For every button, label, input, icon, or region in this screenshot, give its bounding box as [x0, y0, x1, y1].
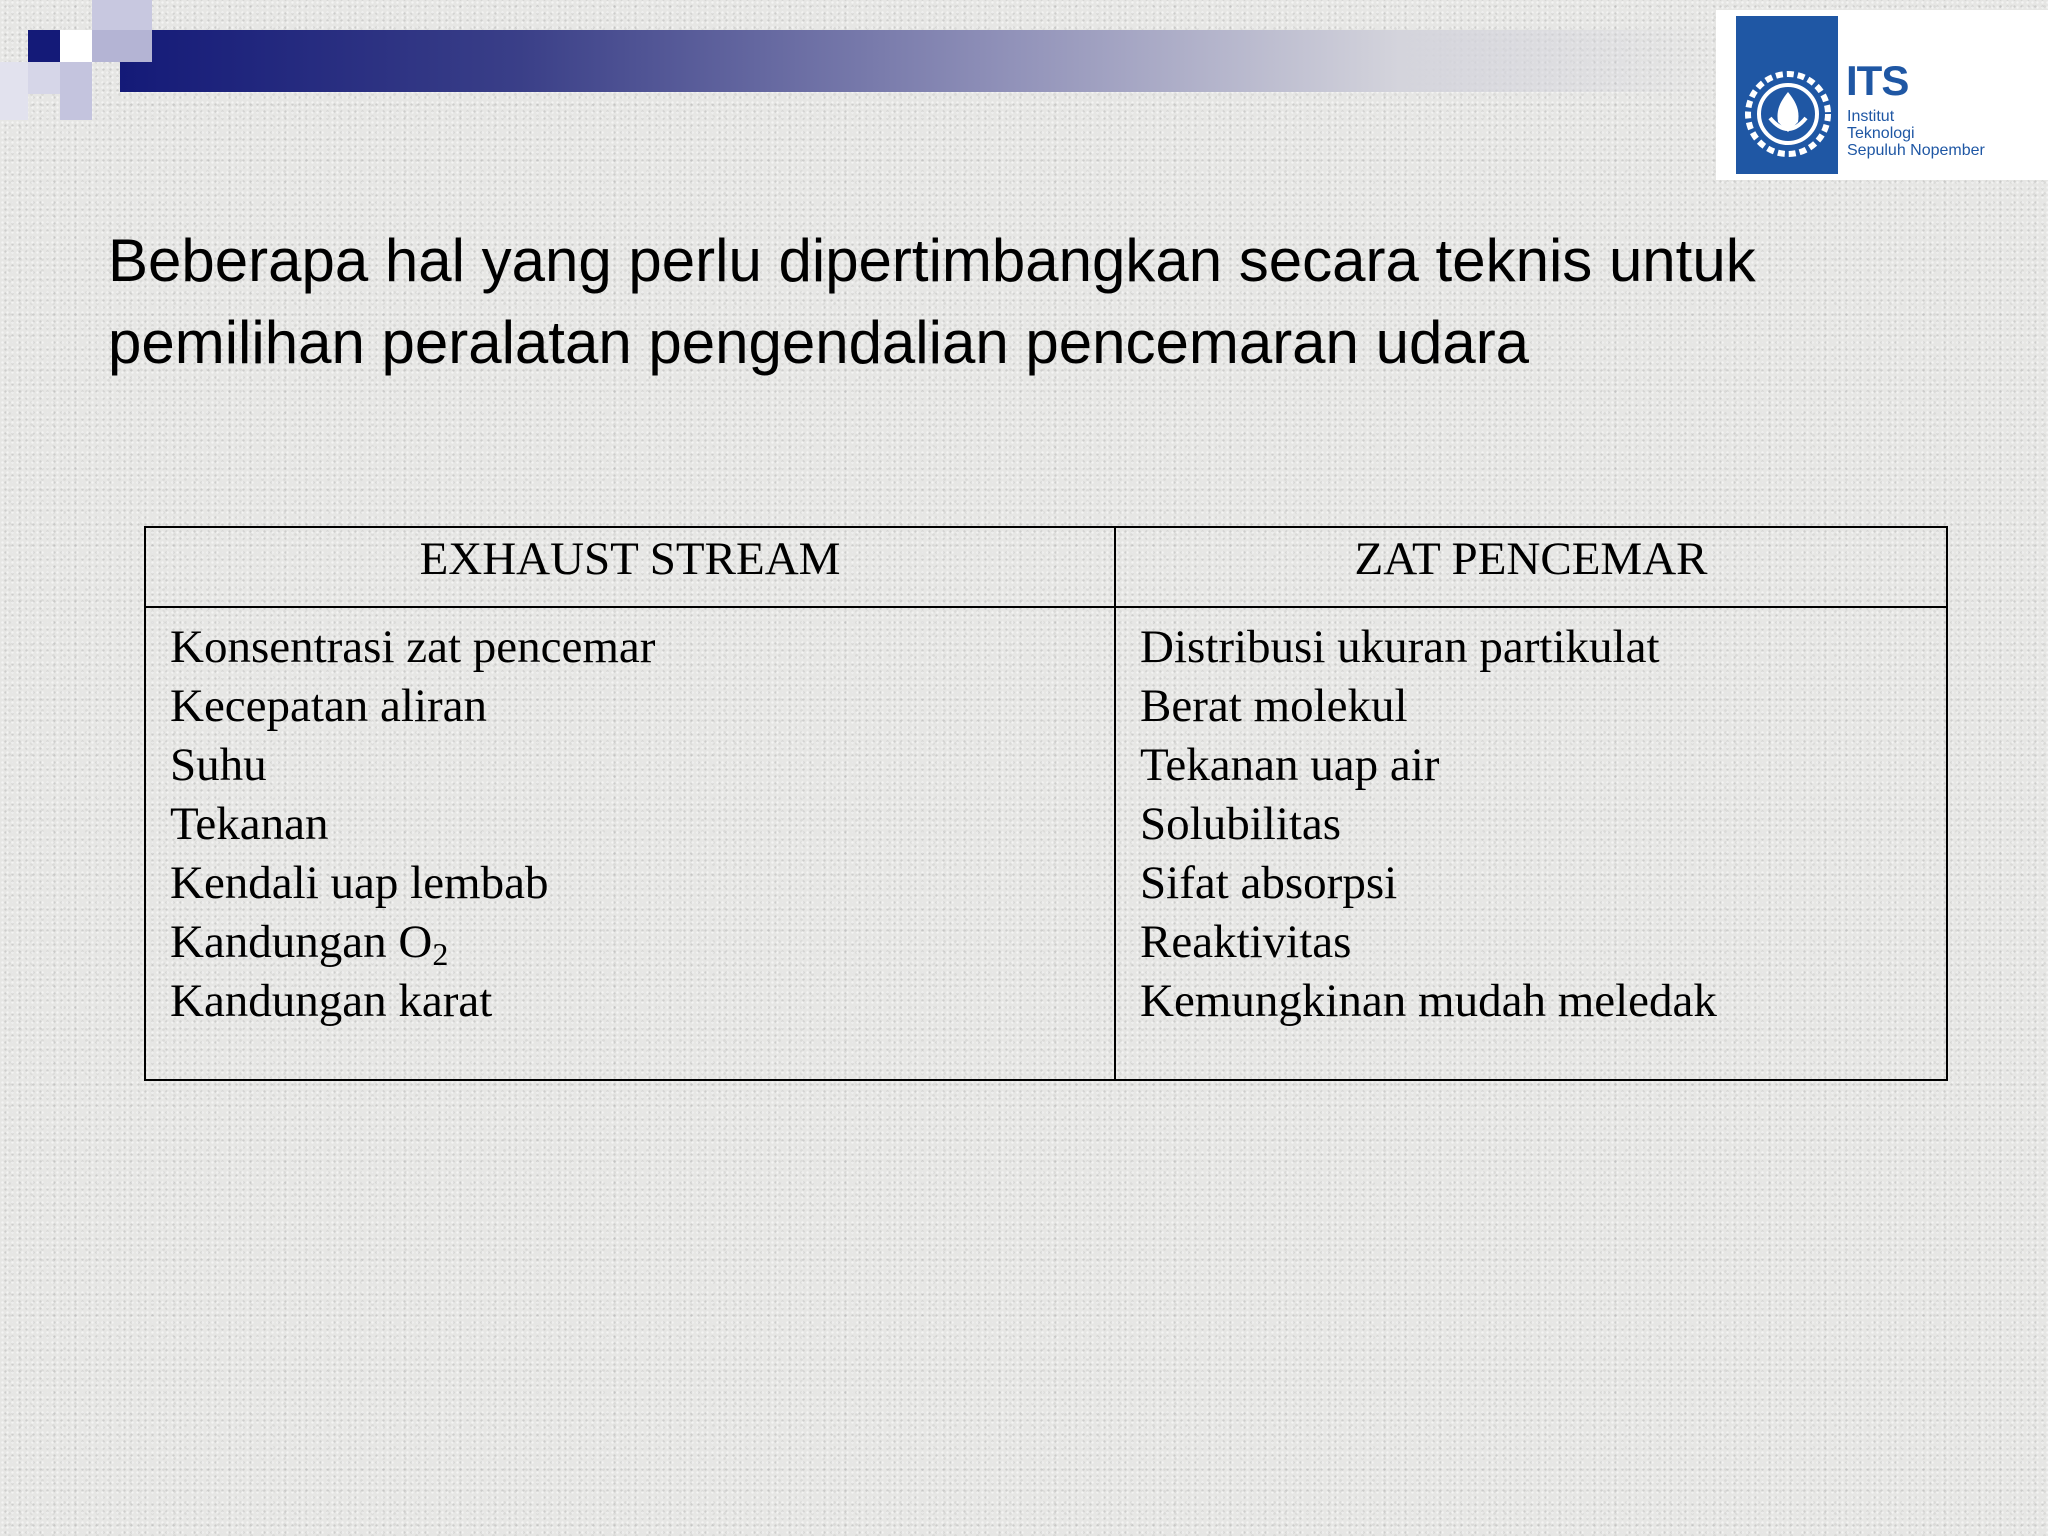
- list-item: Sifat absorpsi: [1140, 857, 1398, 909]
- list-item: Distribusi ukuran partikulat: [1140, 621, 1660, 673]
- o2-label: Kandungan O: [170, 916, 433, 968]
- zat-pencemar-cell: [1115, 607, 1947, 1080]
- deco-square: [92, 30, 152, 62]
- table-row: [145, 607, 1947, 1080]
- list-item: Kendali uap lembab: [170, 857, 549, 909]
- list-item: Konsentrasi zat pencemar: [170, 621, 656, 673]
- its-logo: [1716, 10, 2048, 180]
- column-header-exhaust-stream: EXHAUST STREAM: [145, 527, 1115, 607]
- deco-square: [0, 62, 28, 120]
- list-item: Berat molekul: [1140, 680, 1408, 732]
- header-gradient-band: [120, 30, 1720, 92]
- logo-line: Sepuluh Nopember: [1847, 142, 1985, 159]
- its-emblem: [1736, 16, 1838, 174]
- exhaust-stream-cell: [145, 607, 1115, 1080]
- deco-square: [92, 0, 152, 30]
- logo-abbreviation: ITS: [1846, 57, 1909, 104]
- list-item: Kandungan karat: [170, 975, 493, 1027]
- logo-institution-name: [1847, 108, 1985, 159]
- list-item: Kemungkinan mudah meledak: [1140, 975, 1717, 1027]
- o2-subscript: 2: [432, 936, 449, 972]
- deco-square: [60, 62, 92, 120]
- deco-square: [28, 62, 60, 94]
- list-item: Tekanan uap air: [1140, 739, 1440, 791]
- column-header-zat-pencemar: ZAT PENCEMAR: [1115, 527, 1947, 607]
- list-item-o2: [170, 913, 1114, 972]
- emblem-icon: [1740, 66, 1836, 162]
- logo-line: Institut: [1847, 108, 1895, 125]
- logo-line: Teknologi: [1847, 125, 1915, 142]
- list-item: Solubilitas: [1140, 798, 1342, 850]
- table-header-row: [145, 527, 1947, 607]
- slide-title: Beberapa hal yang perlu dipertimbangkan secara teknis untuk pemilihan peralatan pengendalian pencemaran udara: [108, 227, 1756, 376]
- list-item: Suhu: [170, 739, 267, 791]
- deco-square: [60, 30, 92, 62]
- list-item: Kecepatan aliran: [170, 680, 488, 732]
- list-item: Tekanan: [170, 798, 329, 850]
- list-item: Reaktivitas: [1140, 916, 1352, 968]
- comparison-table: [144, 526, 1948, 1081]
- deco-square-dark: [28, 30, 60, 62]
